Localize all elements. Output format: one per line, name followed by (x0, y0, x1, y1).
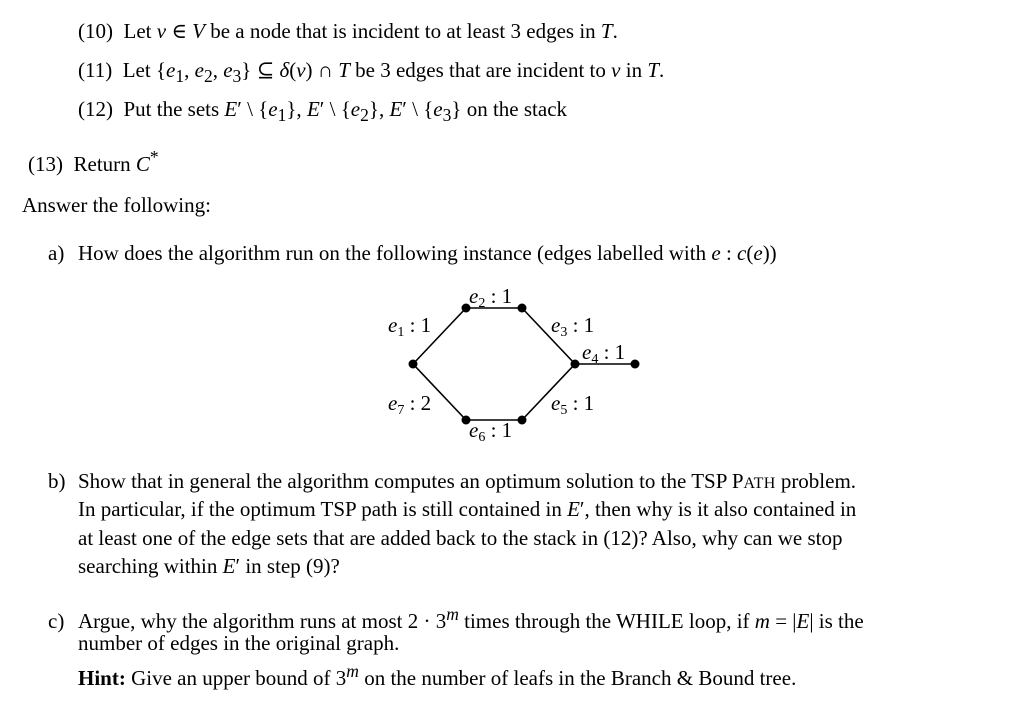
text: ′ \ { (237, 97, 269, 121)
graph-node (571, 360, 580, 369)
text: }, (286, 97, 307, 121)
math-var: e (753, 241, 763, 265)
math-var: m (754, 609, 770, 633)
text: ∈ (166, 19, 193, 43)
text: : (720, 241, 738, 265)
text: In particular, if the optimum TSP path is still contained in (78, 497, 568, 521)
step-number: (11) (78, 58, 113, 82)
step-number: (12) (78, 97, 113, 121)
text: be 3 edges that are incident to (349, 58, 612, 82)
text: P (731, 469, 744, 493)
edge-label-e6: e6 : 1 (469, 418, 513, 445)
edge-label-e4: e4 : 1 (582, 340, 626, 367)
edge-label-e5: e5 : 1 (551, 391, 595, 418)
math-var: E (306, 97, 320, 121)
math-var: E (389, 97, 403, 121)
text: , (212, 58, 224, 82)
question-b-line-4 (78, 552, 340, 580)
math-var: m (446, 604, 459, 624)
math-var: e (433, 97, 443, 121)
text: problem. (775, 469, 857, 493)
math-var: E (222, 554, 236, 578)
text: ( (289, 58, 297, 82)
math-var: e (194, 58, 204, 82)
math-var: v (156, 19, 167, 43)
subscript: 1 (175, 66, 185, 87)
math-var: T (338, 58, 350, 82)
text: Argue, why the algorithm runs at most 2 · 3 (78, 609, 447, 633)
superscript: * (149, 147, 159, 167)
math-var: e (268, 97, 278, 121)
text: = | (769, 609, 797, 633)
text: Let { (122, 58, 167, 82)
question-c-hint (78, 657, 796, 692)
text: } ⊆ (241, 58, 280, 82)
math-var: E (224, 97, 238, 121)
question-label: b) (48, 469, 66, 493)
edge-label-e3: e3 : 1 (551, 313, 595, 340)
text: searching within (78, 554, 223, 578)
step-number: (10) (78, 19, 113, 43)
text: } on the stack (451, 97, 568, 121)
math-var: δ (279, 58, 290, 82)
subscript: 3 (232, 66, 242, 87)
subscript: 3 (442, 105, 452, 126)
text: How does the algorithm run on the following instance (edges labelled with (78, 241, 712, 265)
math-var: V (192, 19, 205, 43)
text: ( (746, 241, 754, 265)
math-var: T (600, 19, 613, 43)
text: Give an upper bound of 3 (125, 666, 347, 690)
answer-intro: Answer the following: (22, 193, 211, 217)
math-var: v (611, 58, 621, 82)
text: in (620, 58, 648, 82)
text: ) ∩ (305, 58, 339, 82)
text: | is the (809, 609, 864, 633)
text: Put the sets (123, 97, 225, 121)
text: ′ \ { (319, 97, 351, 121)
math-var: c (737, 241, 747, 265)
text: ′ \ { (402, 97, 434, 121)
math-var: m (346, 661, 359, 681)
math-var: e (711, 241, 721, 265)
graph-node (518, 416, 527, 425)
text: . (612, 19, 618, 43)
text: Show that in general the algorithm computes an optimum solution to the TSP (78, 469, 732, 493)
math-var: e (166, 58, 176, 82)
graph-node (631, 360, 640, 369)
question-label: c) (48, 609, 65, 633)
text: Return (73, 152, 136, 176)
subscript: 2 (203, 66, 213, 87)
math-var: e (223, 58, 233, 82)
text: Let (123, 19, 157, 43)
math-var: C (135, 152, 150, 176)
text: )) (762, 241, 777, 265)
text: }, (368, 97, 390, 121)
text: times through the WHILE loop, if (458, 609, 755, 633)
step-number: (13) (28, 152, 63, 176)
question-label: a) (48, 241, 65, 265)
edge-label-e7: e7 : 2 (388, 391, 432, 418)
math-var: v (296, 58, 306, 82)
text: ′, then why is it also contained in (579, 497, 857, 521)
graph-node (518, 304, 527, 313)
hint-label: Hint: (78, 666, 126, 690)
graph-node (409, 360, 418, 369)
question-b-line-3: at least one of the edge sets that are added back to the stack in (12)? Also, why can we stop (78, 526, 843, 550)
math-var: e (350, 97, 361, 121)
text: . (659, 58, 665, 82)
text: ATH (743, 475, 776, 492)
math-var: E (567, 497, 580, 521)
subscript: 1 (277, 105, 287, 126)
question-c-line-2: number of edges in the original graph. (78, 631, 400, 655)
math-var: T (647, 58, 660, 82)
math-var: E (796, 609, 810, 633)
question-b-line-2 (78, 495, 856, 523)
text: on the number of leafs in the Branch & Bound tree. (358, 666, 797, 690)
subscript: 2 (360, 105, 369, 126)
edge-label-e1: e1 : 1 (388, 313, 432, 340)
question-b-line-1 (48, 467, 856, 498)
edge-label-e2: e2 : 1 (469, 284, 513, 311)
text: be a node that is incident to at least 3 edges in (204, 19, 601, 43)
text: ′ in step (9)? (235, 554, 340, 578)
text: , (184, 58, 195, 82)
